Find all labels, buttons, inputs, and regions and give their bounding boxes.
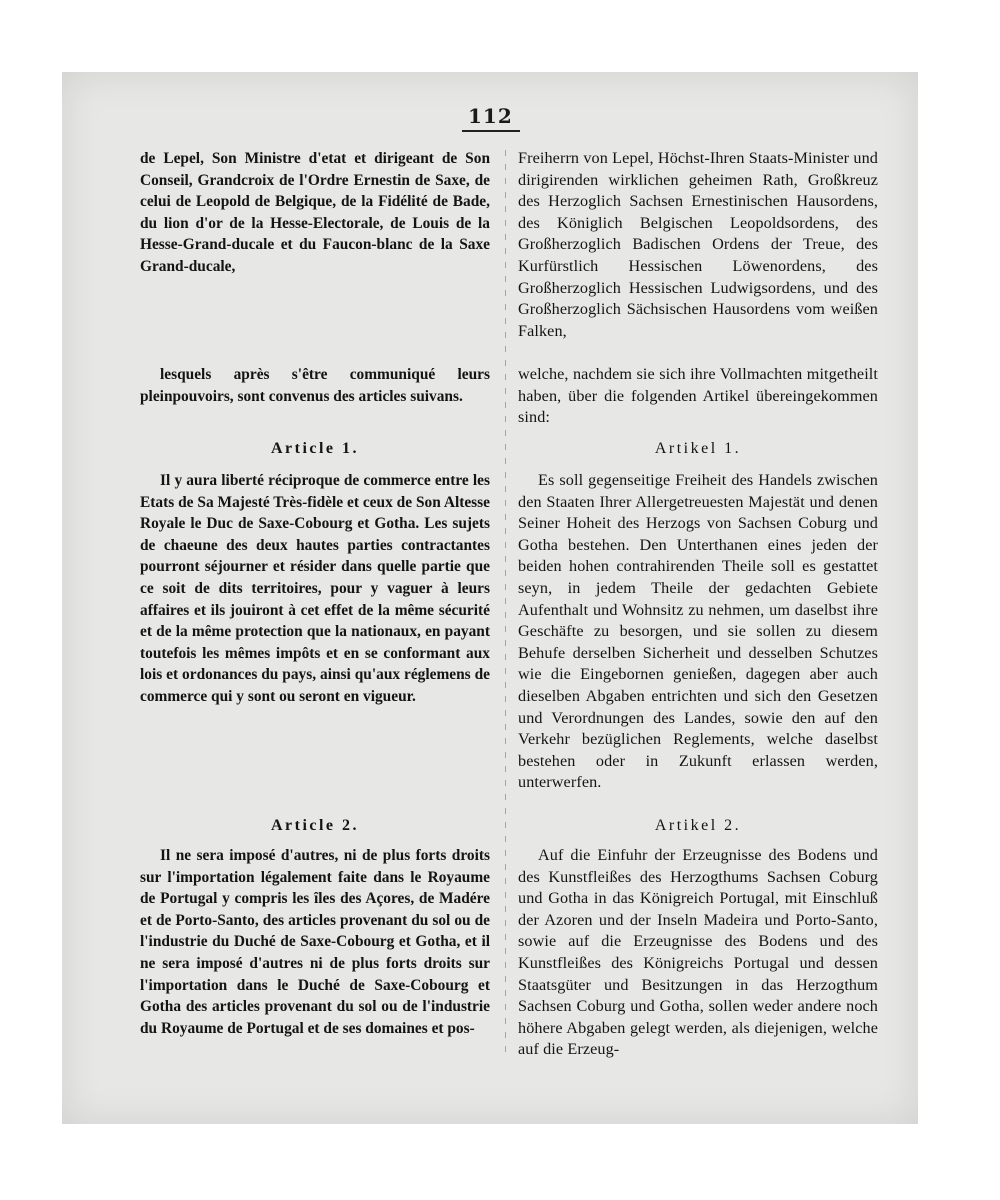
german-intro-text: Freiherrn von Lepel, Höchst-Ihren Staats-Minister und dirigirenden wirklichen geheimen Rath, Großkreuz des Herzoglich Sachsen Ernestinischen Hausordens, des Königlich Belgischen Leopoldsordens, des Großherzoglich Badischen Ordens der Treue, des Kurfürstlich Hessischen Löwenordens, des Großherzoglich Hessischen Ludwigsordens, und des Großherzoglich Sächsischen Hausordens vom weißen Falken, bbox=[518, 149, 878, 340]
french-intro bbox=[140, 148, 490, 278]
french-intro-text: de Lepel, Son Ministre d'etat et dirigeant de Son Conseil, Grandcroix de l'Ordre Ernestin de Saxe, de celui de Leopold de Belgique, de la Fidélité de Bade, du lion d'or de la Hesse-Electorale, de Louis de la Hesse-Grand-ducale et du Faucon-blanc de la Saxe Grand-ducale, bbox=[140, 150, 490, 275]
german-article-1 bbox=[518, 470, 878, 794]
german-article-1-heading: Artikel 1. bbox=[654, 440, 742, 457]
french-preamble-text: lesquels après s'être communiqué leurs pleinpouvoirs, sont convenus des articles suivans. bbox=[140, 366, 490, 405]
french-article-2-text: Il ne sera imposé d'autres, ni de plus forts droits sur l'importation légalement faite dans le Royaume de Portugal y compris les îles des Açores, de Madére et de Porto-Santo, des articles provenant du sol ou de l'industrie du Duché de Saxe-Cobourg et Gotha, et il ne sera imposé d'autres ni de plus forts droits sur l'importation dans le Duché de Saxe-Cobourg et Gotha des articles provenant du sol ou de l'industrie du Royaume de Portugal et de ses domaines et pos- bbox=[140, 847, 490, 1037]
page-number: 112 bbox=[468, 104, 513, 128]
french-article-2-heading: Article 2. bbox=[270, 817, 360, 834]
german-preamble-text: welche, nachdem sie sich ihre Vollmachten mitgetheilt haben, über die folgenden Artikel übereingekommen sind: bbox=[518, 365, 878, 427]
french-article-1-heading: Article 1. bbox=[270, 440, 360, 457]
french-article-2 bbox=[140, 845, 490, 1039]
german-preamble bbox=[518, 364, 878, 429]
german-article-2-heading: Artikel 2. bbox=[654, 817, 742, 834]
french-article-1 bbox=[140, 470, 490, 708]
german-intro bbox=[518, 148, 878, 342]
german-article-1-text: Es soll gegenseitige Freiheit des Handels zwischen den Staaten Ihrer Allergetreuesten Majestät und denen Seiner Hoheit des Herzogs von Sachsen Coburg und Gotha bestehen. Den Unterthanen eines jeden der beiden hohen contrahirenden Theile soll es gestattet seyn, in jedem Theile der gedachten Gebiete Aufenthalt und Wohnsitz zu nehmen, um daselbst ihre Geschäfte zu besorgen, und sie sollen zu diesem Behufe derselben Sicherheit und desselben Schutzes wie die Eingebornen genießen, dagegen aber auch dieselben Abgaben entrichten und sich den Gesetzen und Verordnungen des Landes, sowie den auf den Verkehr bezüglichen Reglements, welche daselbst bestehen oder in Zukunft erlassen werden, unterwerfen. bbox=[518, 471, 878, 792]
french-preamble bbox=[140, 364, 490, 407]
german-article-2 bbox=[518, 845, 878, 1061]
column-divider bbox=[505, 150, 506, 1058]
page-number-rule bbox=[462, 130, 520, 132]
german-article-2-text: Auf die Einfuhr der Erzeugnisse des Bodens und des Kunstfleißes des Herzogthums Sachsen Coburg und Gotha in das Königreich Portugal, mit Einschluß der Azoren und der Inseln Madeira und Porto-Santo, sowie auf die Erzeugnisse des Bodens und des Kunstfleißes des Königreichs Portugal und dessen Staatsgüter und Besitzungen in das Herzogthum Sachsen Coburg und Gotha, sollen weder andere noch höhere Abgaben gelegt werden, als diejenigen, welche auf die Erzeug- bbox=[518, 846, 878, 1059]
french-article-1-text: Il y aura liberté réciproque de commerce entre les Etats de Sa Majesté Très-fidèle et ceux de Son Altesse Royale le Duc de Saxe-Cobourg et Gotha. Les sujets de chaeune des deux hautes parties contractantes pourront séjourner et résider dans quelle partie que ce soit de dits territoires, pour y vaguer à leurs affaires et ils jouiront à cet effet de la même sécurité et de la même protection que la nationaux, en payant toutefois les mêmes impôts et en se conformant aux lois et ordonances du pays, ainsi qu'aux réglemens de commerce qui y sont ou seront en vigueur. bbox=[140, 472, 490, 705]
